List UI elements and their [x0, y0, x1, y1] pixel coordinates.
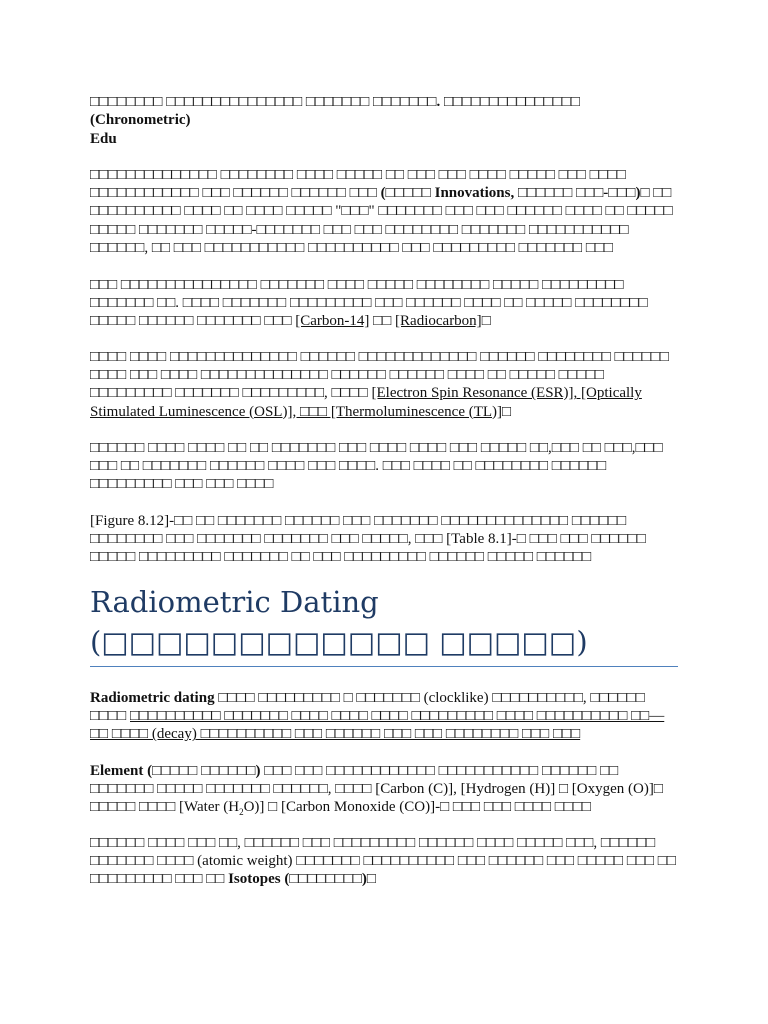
dating-methods-link[interactable]: [Electron Spin Resonance (ESR)], [Optically Stimulated Luminescence (OSL)], □□□ [Thermoluminescence (TL)]	[90, 385, 642, 420]
separator-and-1: □	[555, 781, 572, 798]
atomic-weight-term: (atomic weight)	[197, 853, 293, 870]
paragraph-range: □□□□□□ □□□□ □□□□ □□ □□ □□□□□□□ □□□ □□□□ □□□□ □□□ □□□□□ □□,□□□ □□ □□□,□□□ □□□ □□ □□□□□□□ □□□□□□ □□□□ □□□ □□□□. □□□ □□□□ □□ □□□□□□□□ □□□□□□ □□□□□□□□□ □□□ □□□ □□□□	[90, 440, 663, 493]
edu-label: Edu	[90, 131, 117, 147]
paragraph-intro-text-b: □ □□ □□□□□□□□□□ □□□□ □□ □□□□ □□□□□ "□□□" □□□□□□□ □□□ □□□ □□□□□□ □□□□ □□ □□□□□ □□□□□ □□□□□□□ □□□□□-□□□□□□□ □□□ □□□ □□□□□□□□ □□□□□□□ □□□□□□□□□□□ □□□□□□, □□ □□□ □□□□□□□□□□□ □□□□□□□□□□ □□□ □□□□□□□□□ □□□□□□□ □□□	[90, 185, 673, 256]
water-formula-start: [Water (H	[179, 799, 240, 816]
table-reference: [Table 8.1]	[446, 531, 512, 548]
paragraph-radiometric-text-b: □□□□□□□□□□, □□□□□□ □□□□	[90, 690, 645, 725]
section-heading: Radiometric Dating (□□□□□□□□□□□□ □□□□□)	[90, 585, 588, 659]
intro-line	[90, 93, 678, 129]
carbon-example: [Carbon (C)]	[375, 781, 454, 798]
paragraph-methods-text: □□□□ □□□□ □□□□□□□□□□□□□□ □□□□□□ □□□□□□□□□□□□□ □□□□□□ □□□□□□□□ □□□□□□ □□□□ □□□ □□□□ □□□□□□□□□□□□□□ □□□□□□ □□□□□□ □□□□ □□ □□□□□ □□□□□ □□□□□□□□□ □□□□□□□ □□□□□□□□□, □□□□	[90, 349, 669, 402]
paragraph-isotopes-text-a: □□□□□□ □□□□ □□□ □□, □□□□□□ □□□ □□□□□□□□□ □□□□□□ □□□□ □□□□□ □□□, □□□□□□ □□□□□□□ □□□□	[90, 835, 656, 870]
paragraph-carbon-text: □□□ □□□□□□□□□□□□□□□ □□□□□□□ □□□□ □□□□□ □□□□□□□□ □□□□□ □□□□□□□□□ □□□□□□□ □□. □□□□ □□□□□□□ □□□□□□□□□ □□□ □□□□□□ □□□□ □□ □□□□□ □□□□□□□□ □□□□□ □□□□□□ □□□□□□□ □□□	[90, 277, 648, 330]
clocklike-term: (clocklike)	[423, 690, 489, 706]
carbon-monoxide-example: [Carbon Monoxide (CO)]	[280, 799, 436, 816]
paragraph-intro-text-a: □□□□□□□□□□□□□□ □□□□□□□□ □□□□ □□□□□ □□ □□□ □□□ □□□□ □□□□□ □□□ □□□□ □□□□□□□□□□□□ □□□ □□□□□□ □□□□□□ □□□	[90, 167, 626, 202]
carbon-14-link[interactable]: [Carbon-14]	[295, 313, 370, 330]
paragraph-carbon-end: □	[481, 313, 491, 330]
paragraph-element-text-c: -□ □□□ □□□ □□□□ □□□□	[435, 799, 591, 816]
radiocarbon-link[interactable]: [Radiocarbon]	[395, 313, 482, 330]
paragraph-figure-text-a: -□□ □□ □□□□□□□ □□□□□□ □□□ □□□□□□□ □□□□□□□□□□□□□□ □□□□□□ □□□□□□□□ □□□ □□□□□□□ □□□□□□□ □□□ □□□□□, □□□	[90, 513, 627, 548]
paragraph-intro	[90, 166, 678, 257]
separator-comma: ,	[453, 781, 461, 798]
paragraph-isotopes-text-b: □□□□□□□ □□□□□□□□□□ □□□ □□□□□□ □□□ □□□□□ □□□ □□ □□□□□□□□□ □□□ □□	[90, 853, 676, 888]
paragraph-carbon-connector: □□	[369, 313, 396, 330]
paragraph-isotopes-end: □	[366, 871, 376, 888]
heading-rule	[90, 666, 678, 667]
paragraph-radiometric	[90, 689, 678, 744]
isotopes-term: Isotopes (□□□□□□□□)	[228, 871, 367, 888]
separator-and-2: □	[264, 799, 281, 816]
paragraph-carbon	[90, 276, 678, 331]
paragraph-methods	[90, 348, 678, 421]
chronometric-term: (Chronometric)	[90, 112, 191, 129]
water-formula-end: O)]	[243, 799, 265, 816]
water-formula-subscript: 2	[239, 807, 244, 818]
paragraph-radiometric-text-a: □□□□ □□□□□□□□□ □ □□□□□□□	[214, 690, 424, 706]
radiometric-dating-term: Radiometric dating	[90, 690, 215, 706]
paragraph-isotopes	[90, 834, 678, 889]
paragraph-element-text-a: □□□ □□□ □□□□□□□□□□□□ □□□□□□□□□□□ □□□□□□ □□ □□□□□□□ □□□□□ □□□□□□□ □□□□□□, □□□□	[90, 763, 619, 798]
element-term: Element (□□□□□ □□□□□□)	[90, 763, 261, 779]
innovations-citation: (□□□□□ Innovations, □□□□□□ □□□-□□□)	[380, 185, 641, 202]
paragraph-figure	[90, 512, 678, 567]
water-example	[179, 799, 265, 818]
intro-lead: □□□□□□□□ □□□□□□□□□□□□□□□ □□□□□□□ □□□□□□□. □□□□□□□□□□□□□□□	[90, 94, 580, 110]
paragraph-methods-end: □	[502, 403, 512, 420]
figure-reference: [Figure 8.12]	[90, 513, 170, 529]
paragraph-figure-text-b: -□ □□□ □□□ □□□□□□ □□□□□ □□□□□□□□□ □□□□□□□ □□ □□□ □□□□□□□□□ □□□□□□ □□□□□ □□□□□□	[90, 531, 646, 566]
oxygen-example: [Oxygen (O)]	[571, 781, 654, 798]
paragraph-element	[90, 762, 678, 817]
hydrogen-example: [Hydrogen (H)]	[460, 781, 556, 798]
paragraph-element-text-b: □ □□□□□ □□□□	[90, 781, 663, 816]
decay-link[interactable]: □□□□□□□□□□ □□□□□□□ □□□□ □□□□ □□□□ □□□□□□□□□ □□□□ □□□□□□□□□□ □□—□□ □□□□ (decay) □□□□□□□□□□ □□□ □□□□□□ □□□ □□□ □□□□□□□□ □□□ □□□	[90, 708, 665, 743]
